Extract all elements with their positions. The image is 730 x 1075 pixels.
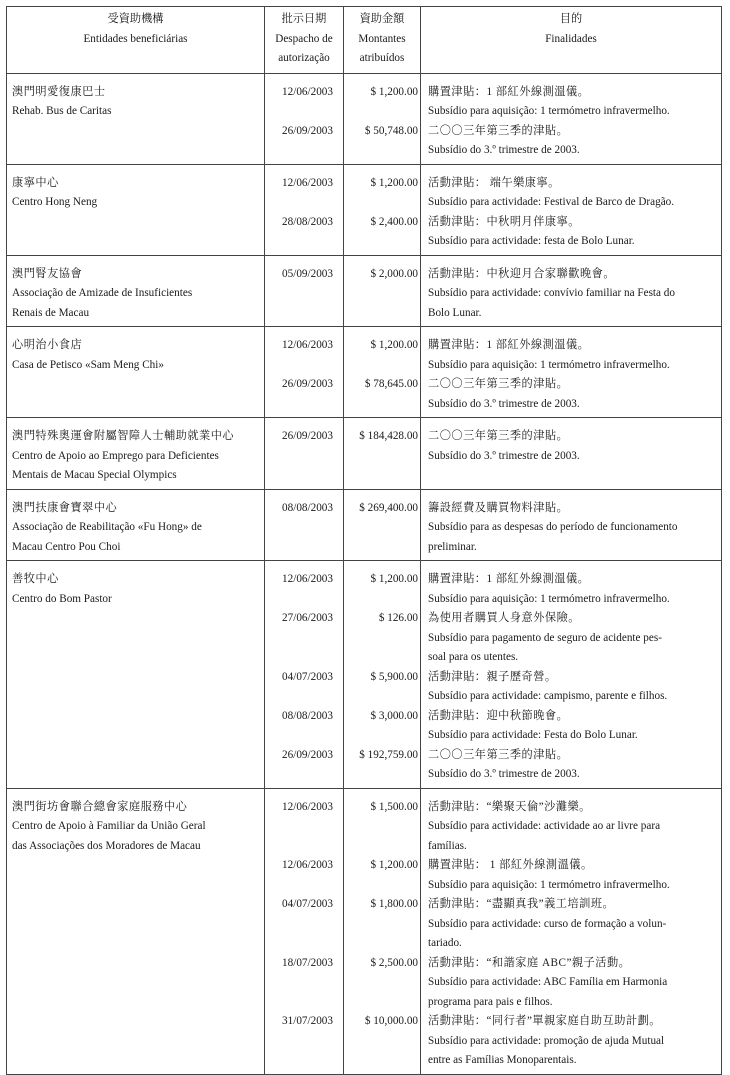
entity-name-chinese: 澳門腎友協會 [12,267,83,280]
grants-table [6,6,722,1075]
grant-purpose-portuguese: famílias. [428,839,467,852]
grant-purpose-chinese: 活動津貼： 端午樂康寧。 [428,176,560,189]
grant-purpose-chinese: 活動津貼：中秋明月伴康寧。 [428,215,580,228]
entity-cell [7,164,265,255]
purpose-cell [421,327,722,418]
purpose-cell [421,489,722,561]
entity-cell [7,788,265,1074]
grant-purpose-portuguese: Subsídio para aquisição: 1 termómetro infravermelho. [428,358,670,371]
grant-date: 27/06/2003 [282,612,333,624]
grant-purpose-chinese: 活動津貼：“盡顯真我”義工培訓班。 [428,898,615,910]
grant-date: 04/07/2003 [282,898,333,910]
grant-purpose-chinese: 活動津貼：迎中秋節晚會。 [428,709,569,722]
grant-purpose-portuguese: soal para os utentes. [428,651,519,663]
grant-purpose-portuguese: Subsídio para actividade: promoção de ajuda Mutual [428,1034,665,1047]
grant-purpose-portuguese: Subsídio para actividade: Festival de Barco de Dragão. [428,196,675,208]
grant-purpose-portuguese: Subsídio para actividade: festa de Bolo Lunar. [428,235,635,247]
grant-purpose-chinese: 活動津貼：“樂聚天倫”沙灘樂。 [428,800,591,813]
entity-name-chinese: 澳門特殊奧運會附屬智障人士輔助就業中心 [12,430,235,442]
grant-purpose-portuguese: entre as Famílias Monoparentais. [428,1054,577,1066]
grant-date: 12/06/2003 [282,859,333,871]
entity-name-portuguese: Renais de Macau [12,306,90,319]
grant-amount: $ 1,200.00 [370,859,418,871]
grant-purpose-portuguese: Subsídio para aquisição: 1 termómetro infravermelho. [428,592,670,605]
date-cell [265,73,344,164]
amount-cell [344,788,421,1074]
amount-cell [344,73,421,164]
grant-date: 12/06/2003 [282,800,333,813]
grant-purpose-chinese: 二〇〇三年第三季的津貼。 [428,430,569,442]
grant-purpose-portuguese: Subsídio para aquisição: 1 termómetro infravermelho. [428,878,670,891]
entity-cell [7,327,265,418]
grant-purpose-portuguese: Subsídio para aquisição: 1 termómetro infravermelho. [428,105,670,117]
entity-name-chinese: 心明治小食店 [12,339,83,351]
grant-purpose-portuguese: Subsídio do 3.º trimestre de 2003. [428,449,580,462]
grant-purpose-chinese: 二〇〇三年第三季的津貼。 [428,378,569,390]
grant-purpose-portuguese: Subsídio para actividade: convívio familiar na Festa do [428,287,675,299]
entity-name-chinese: 康寧中心 [12,176,59,189]
entity-cell [7,489,265,561]
entity-name-chinese: 善牧中心 [12,573,59,585]
grant-purpose-chinese: 二〇〇三年第三季的津貼。 [428,748,569,761]
grant-amount: $ 192,759.00 [359,748,418,761]
grant-purpose-portuguese: Subsídio para pagamento de seguro de acidente pes- [428,631,662,644]
grant-date: 26/09/2003 [282,124,333,137]
grant-purpose-chinese: 購置津貼：1 部紅外線測溫儀。 [428,573,590,585]
grant-date: 12/06/2003 [282,573,333,585]
purpose-cell [421,418,722,490]
entity-name-chinese: 澳門街坊會聯合總會家庭服務中心 [12,800,188,813]
grant-amount: $ 1,200.00 [370,85,418,98]
grant-date: 18/07/2003 [282,956,333,969]
grant-purpose-chinese: 活動津貼：中秋迎月合家聯歡晚會。 [428,267,616,280]
table-row [7,73,722,164]
amount-cell [344,489,421,561]
grant-date: 08/08/2003 [282,709,333,722]
entity-name-portuguese: Centro de Apoio ao Emprego para Deficientes [12,449,219,462]
grant-purpose-portuguese: Subsídio para actividade: campismo, parente e filhos. [428,690,668,702]
grant-purpose-chinese: 活動津貼：親子歷奇營。 [428,670,557,683]
grant-amount: $ 5,900.00 [370,670,418,683]
grant-date: 28/08/2003 [282,215,333,228]
grant-date: 04/07/2003 [282,670,333,683]
date-cell [265,164,344,255]
grant-date: 05/09/2003 [282,267,333,280]
entity-cell [7,255,265,327]
amount-cell [344,561,421,789]
grant-purpose-chinese: 二〇〇三年第三季的津貼。 [428,124,569,137]
grant-purpose-portuguese: Subsídio do 3.º trimestre de 2003. [428,144,580,156]
grant-amount: $ 1,200.00 [370,573,418,585]
entity-cell [7,561,265,789]
entity-cell [7,73,265,164]
grant-amount: $ 126.00 [378,612,418,624]
grant-amount: $ 3,000.00 [370,709,418,722]
grant-date: 31/07/2003 [282,1015,333,1027]
table-row [7,788,722,1074]
header-purpose: 目的 Finalidades [421,7,722,74]
grant-purpose-chinese: 購置津貼： 1 部紅外線測溫儀。 [428,859,593,871]
grant-amount: $ 1,200.00 [370,176,418,189]
header-date: 批示日期 Despacho de autorização [265,7,344,74]
grants-document [6,6,721,1075]
table-row [7,418,722,490]
table-header-row [7,7,722,74]
grant-purpose-portuguese: Bolo Lunar. [428,306,482,319]
entity-name-portuguese: Mentais de Macau Special Olympics [12,469,177,481]
grant-date: 12/06/2003 [282,176,333,189]
grant-purpose-portuguese: Subsídio para actividade: actividade ao ar livre para [428,820,661,832]
grant-purpose-portuguese: Subsídio do 3.º trimestre de 2003. [428,397,580,410]
entity-name-portuguese: Macau Centro Pou Choi [12,540,121,553]
amount-cell [344,164,421,255]
grant-purpose-portuguese: programa para pais e filhos. [428,995,553,1008]
grant-purpose-chinese: 為使用者購買人身意外保險。 [428,612,580,624]
grant-date: 26/09/2003 [282,748,333,761]
purpose-cell [421,164,722,255]
grant-amount: $ 1,800.00 [370,898,418,910]
grant-date: 26/09/2003 [282,378,333,390]
entity-name-chinese: 澳門扶康會寶翠中心 [12,501,118,514]
table-row [7,327,722,418]
purpose-cell [421,73,722,164]
entity-name-portuguese: Associação de Amizade de Insuficientes [12,287,193,299]
table-row [7,561,722,789]
header-entity: 受資助機構 Entidades beneficiárias [7,7,265,74]
grant-amount: $ 50,748.00 [364,124,418,137]
grant-amount: $ 78,645.00 [364,378,418,390]
entity-name-portuguese: Centro Hong Neng [12,196,98,208]
amount-cell [344,327,421,418]
entity-name-portuguese: das Associações dos Moradores de Macau [12,839,201,852]
entity-name-chinese: 澳門明愛復康巴士 [12,85,106,98]
table-row [7,164,722,255]
table-body [7,73,722,1074]
date-cell [265,418,344,490]
grant-amount: $ 2,000.00 [370,267,418,280]
grant-date: 08/08/2003 [282,501,333,514]
date-cell [265,327,344,418]
grant-purpose-chinese: 活動津貼：“同行者”單親家庭自助互助計劃。 [428,1015,661,1027]
grant-purpose-portuguese: tariado. [428,937,462,949]
date-cell [265,561,344,789]
date-cell [265,255,344,327]
date-cell [265,489,344,561]
grant-purpose-portuguese: Subsídio para actividade: curso de formação a volun- [428,917,667,930]
grant-amount: $ 269,400.00 [359,501,418,514]
entity-cell [7,418,265,490]
grant-purpose-portuguese: Subsídio do 3.º trimestre de 2003. [428,768,580,780]
purpose-cell [421,255,722,327]
entity-name-portuguese: Casa de Petisco «Sam Meng Chi» [12,358,164,371]
entity-name-portuguese: Centro de Apoio à Familiar da União Geral [12,820,206,832]
grant-amount: $ 1,200.00 [370,339,418,351]
grant-purpose-portuguese: preliminar. [428,540,477,553]
table-row [7,255,722,327]
header-amount: 資助金額 Montantes atribuídos [344,7,421,74]
grant-amount: $ 1,500.00 [370,800,418,813]
entity-name-portuguese: Associação de Reabilitação «Fu Hong» de [12,521,202,533]
purpose-cell [421,788,722,1074]
grant-date: 12/06/2003 [282,339,333,351]
grant-amount: $ 2,400.00 [370,215,418,228]
amount-cell [344,418,421,490]
grant-purpose-chinese: 籌設經費及購買物料津貼。 [428,501,569,514]
entity-name-portuguese: Centro do Bom Pastor [12,592,112,605]
grant-amount: $ 2,500.00 [370,956,418,969]
grant-amount: $ 184,428.00 [359,430,418,442]
grant-purpose-chinese: 活動津貼：“和諧家庭 ABC”親子活動。 [428,956,631,969]
purpose-cell [421,561,722,789]
grant-purpose-portuguese: Subsídio para as despesas do período de funcionamento [428,521,678,533]
amount-cell [344,255,421,327]
table-row [7,489,722,561]
grant-purpose-portuguese: Subsídio para actividade: ABC Família em Harmonia [428,976,668,988]
entity-name-portuguese: Rehab. Bus de Caritas [12,105,112,117]
grant-date: 26/09/2003 [282,430,333,442]
grant-purpose-chinese: 購置津貼：1 部紅外線測溫儀。 [428,85,590,98]
date-cell [265,788,344,1074]
grant-amount: $ 10,000.00 [364,1015,418,1027]
grant-date: 12/06/2003 [282,85,333,98]
grant-purpose-portuguese: Subsídio para actividade: Festa do Bolo Lunar. [428,729,638,741]
grant-purpose-chinese: 購置津貼：1 部紅外線測溫儀。 [428,339,590,351]
